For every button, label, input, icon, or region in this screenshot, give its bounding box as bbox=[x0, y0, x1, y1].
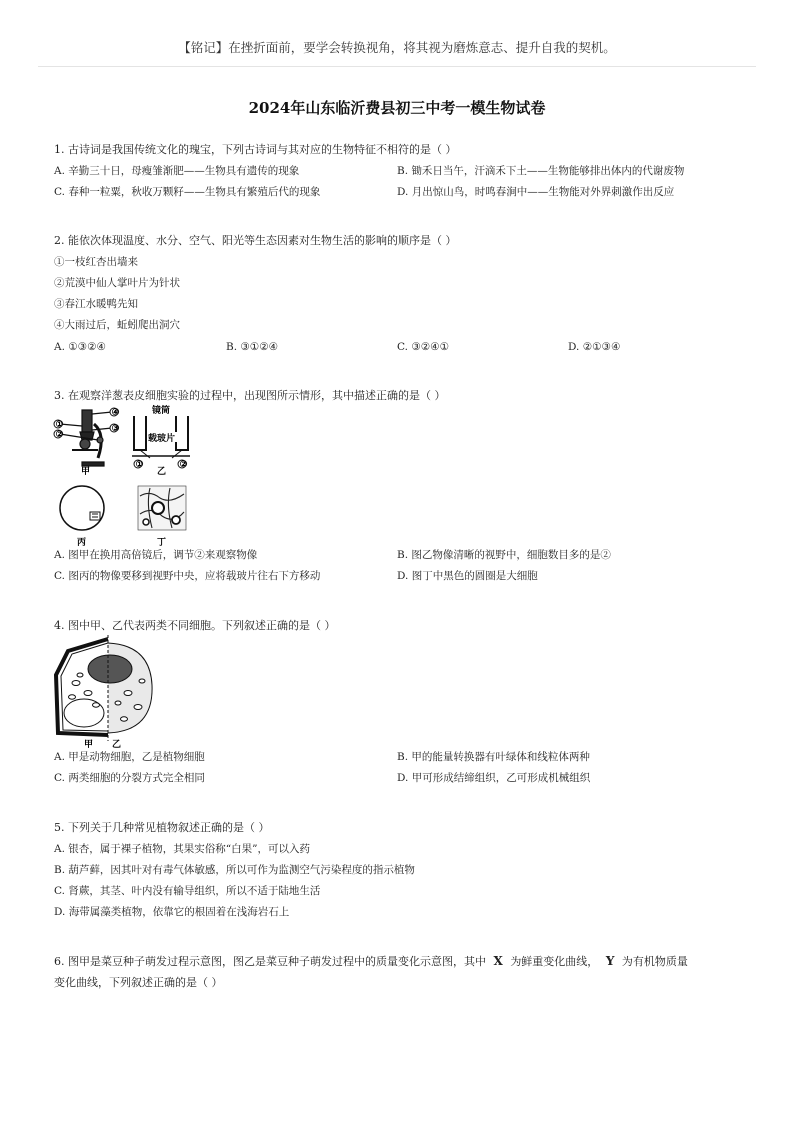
objective-label-1: ① bbox=[135, 460, 144, 470]
question-4-option-a[interactable]: A. 甲是动物细胞，乙是植物细胞 bbox=[54, 751, 205, 763]
microscope-label-1: ① bbox=[55, 420, 64, 430]
question-2-option-c[interactable]: C. ③②④① bbox=[397, 341, 449, 353]
question-2-item-4: ④大雨过后，蚯蚓爬出洞穴 bbox=[54, 319, 180, 331]
cell-comparison-figure bbox=[50, 635, 160, 749]
microscope-label-3: ③ bbox=[111, 424, 120, 434]
cell-bubble-figure-ding bbox=[136, 484, 192, 548]
question-1-stem: 1. 古诗词是我国传统文化的瑰宝，下列古诗词与其对应的生物特征不相符的是（ ） bbox=[54, 143, 457, 156]
objective-figure-yi bbox=[128, 404, 194, 476]
label-jingjing: 镜筒 bbox=[152, 406, 171, 416]
question-2-item-3: ③春江水暖鸭先知 bbox=[54, 298, 138, 310]
question-2-option-a[interactable]: A. ①③②④ bbox=[54, 341, 106, 353]
motto-banner: 【铭记】在挫折面前，要学会转换视角，将其视为磨炼意志、提升自我的契机。 bbox=[178, 40, 616, 55]
question-4-stem: 4. 图中甲、乙代表两类不同细胞。下列叙述正确的是（ ） bbox=[54, 619, 336, 632]
question-6-stem-b: 为鲜重变化曲线， bbox=[510, 955, 599, 968]
question-6-stem-a: 6. 图甲是菜豆种子萌发过程示意图，图乙是菜豆种子萌发过程中的质量变化示意图，其中 bbox=[54, 955, 486, 968]
question-4-option-b[interactable]: B. 甲的能量转换器有叶绿体和线粒体两种 bbox=[397, 751, 590, 763]
question-5-option-d[interactable]: D. 海带属藻类植物，依靠它的根固着在浅海岩石上 bbox=[54, 906, 290, 918]
question-6-stem-c: 为有机物质量 bbox=[621, 955, 688, 968]
question-6-stem-line2: 变化曲线，下列叙述正确的是（ ） bbox=[54, 976, 223, 989]
question-2-stem: 2. 能依次体现温度、水分、空气、阳光等生态因素对生物生活的影响的顺序是（ ） bbox=[54, 234, 457, 247]
cell-label-yi: 乙 bbox=[112, 740, 122, 750]
figure-label-jia: 甲 bbox=[81, 467, 91, 477]
question-3-option-b[interactable]: B. 图乙物像清晰的视野中，细胞数目多的是② bbox=[397, 549, 611, 561]
curve-y-label: Y bbox=[605, 954, 615, 968]
page-title: 2024年山东临沂费县初三中考一模生物试卷 bbox=[248, 99, 546, 117]
question-2-option-d[interactable]: D. ②①③④ bbox=[568, 341, 621, 353]
question-1-option-d[interactable]: D. 月出惊山鸟，时鸣春涧中——生物能对外界刺激作出反应 bbox=[397, 186, 675, 198]
header-divider bbox=[38, 66, 756, 67]
figure-label-yi: 乙 bbox=[157, 467, 167, 477]
figure-label-bing: 丙 bbox=[77, 538, 87, 548]
question-2-item-1: ①一枝红杏出墙来 bbox=[54, 256, 138, 268]
question-3-stem: 3. 在观察洋葱表皮细胞实验的过程中，出现图所示情形，其中描述正确的是（ ） bbox=[54, 389, 446, 402]
question-2-item-2: ②荒漠中仙人掌叶片为针状 bbox=[54, 277, 180, 289]
figure-label-ding: 丁 bbox=[157, 538, 167, 548]
curve-x-label: X bbox=[493, 954, 503, 968]
question-5-option-b[interactable]: B. 葫芦藓，因其叶对有毒气体敏感，所以可作为监测空气污染程度的指示植物 bbox=[54, 864, 415, 876]
label-zaibopian: 载玻片 bbox=[148, 434, 176, 444]
cell-label-jia: 甲 bbox=[84, 740, 94, 750]
question-5-option-a[interactable]: A. 银杏，属于裸子植物，其果实俗称“白果”，可以入药 bbox=[54, 843, 310, 855]
view-field-figure-bing bbox=[56, 484, 112, 548]
question-3-option-a[interactable]: A. 图甲在换用高倍镜后，调节②来观察物像 bbox=[54, 549, 258, 561]
question-2-option-b[interactable]: B. ③①②④ bbox=[226, 341, 279, 353]
question-3-option-d[interactable]: D. 图丁中黑色的圆圈是大细胞 bbox=[397, 570, 538, 582]
microscope-label-4: ④ bbox=[111, 408, 120, 418]
question-6-stem-line1 bbox=[54, 954, 688, 969]
question-1-option-b[interactable]: B. 锄禾日当午，汗滴禾下土——生物能够排出体内的代谢废物 bbox=[397, 165, 685, 177]
question-5-option-c[interactable]: C. 肾蕨，其茎、叶内没有输导组织，所以不适于陆地生活 bbox=[54, 885, 321, 897]
question-3-option-c[interactable]: C. 图丙的物像要移到视野中央，应将载玻片往右下方移动 bbox=[54, 570, 321, 582]
objective-label-2: ② bbox=[179, 460, 188, 470]
question-4-option-d[interactable]: D. 甲可形成结缔组织，乙可形成机械组织 bbox=[397, 772, 591, 784]
question-4-option-c[interactable]: C. 两类细胞的分裂方式完全相同 bbox=[54, 772, 205, 784]
microscope-label-2: ② bbox=[55, 430, 64, 440]
question-1-option-a[interactable]: A. 辛勤三十日，母瘦雏渐肥——生物具有遗传的现象 bbox=[54, 165, 300, 177]
microscope-figure-jia bbox=[52, 404, 122, 476]
question-5-stem: 5. 下列关于几种常见植物叙述正确的是（ ） bbox=[54, 821, 270, 834]
question-1-option-c[interactable]: C. 春种一粒粟，秋收万颗籽——生物具有繁殖后代的现象 bbox=[54, 186, 321, 198]
